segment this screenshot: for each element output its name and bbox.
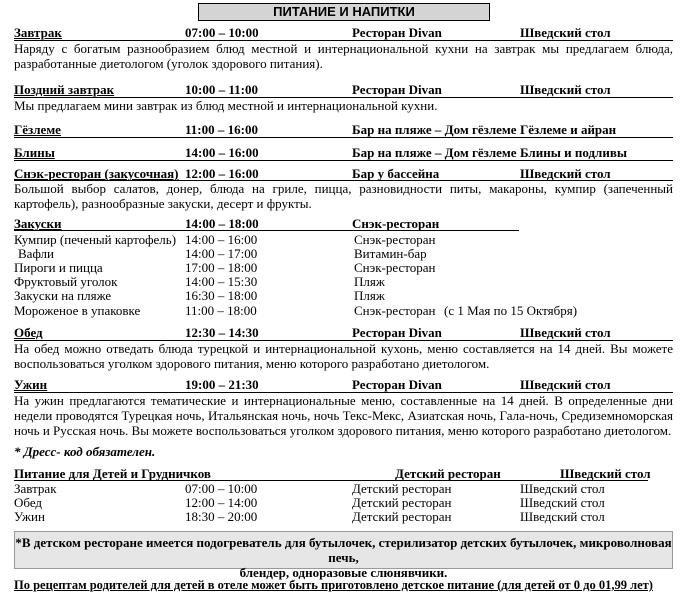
snack-item-place: Снэк-ресторан [354, 303, 436, 318]
meal-time: 07:00 – 10:00 [185, 25, 259, 40]
kids-header-place: Детский ресторан [395, 466, 501, 481]
meal-time: 12:00 – 16:00 [185, 166, 259, 181]
meal-time: 14:00 – 16:00 [185, 145, 259, 160]
snack-item-note: (с 1 Мая по 15 Октября) [444, 303, 578, 318]
snack-item-name: Мороженое в упаковке [14, 303, 141, 318]
kids-row-place: Детский ресторан [352, 481, 452, 496]
snack-item-time: 14:00 – 16:00 [185, 232, 258, 247]
meal-type: Шведский стол [520, 25, 611, 40]
lunch-name: Обед [14, 325, 43, 340]
dinner-description: На ужин предлагаются тематические и интернациональные меню, составленные на 14 дней. В определенные дни недели проводятся Турецкая ночь, Итальянская ночь, ночь Текс-Мекс, Азиатская ночь, Гала-ночь, Средиземноморская ночь и Русская ночь. Вы можете воспользоваться уголком здорового питания, меню которого разработано диетологом. [14, 393, 673, 438]
kids-row-name: Завтрак [14, 481, 57, 496]
snack-item-time: 14:00 – 17:00 [185, 246, 258, 261]
lunch-time: 12:30 – 14:30 [185, 325, 259, 340]
meal-time: 11:00 – 16:00 [185, 122, 258, 137]
meal-type: Шведский стол [520, 82, 611, 97]
snack-item-place: Снэк-ресторан [354, 232, 436, 247]
kids-row-name: Обед [14, 495, 43, 510]
meal-name: Блины [14, 145, 55, 160]
meal-place: Ресторан Divan [352, 25, 442, 40]
lunch-place: Ресторан Divan [352, 325, 442, 340]
kids-restaurant-note [14, 531, 673, 580]
snacks-time: 14:00 – 18:00 [185, 216, 259, 231]
snack-item-place: Пляж [354, 274, 385, 289]
dinner-time: 19:00 – 21:30 [185, 377, 259, 392]
kids-header: Питание для Детей и Грудничков [14, 466, 211, 481]
dinner-name: Ужин [14, 377, 48, 392]
snack-item-place: Витамин-бар [354, 246, 427, 261]
dress-code-note: * Дресс- код обязателен. [14, 444, 156, 459]
dinner-place: Ресторан Divan [352, 377, 442, 392]
meal-name: Завтрак [14, 25, 62, 40]
meal-time: 10:00 – 11:00 [185, 82, 258, 97]
meal-description: Наряду с богатым разнообразием блюд местной и интернациональной кухни на завтрак мы предлагаем блюда, разработанные диетологом (уголок здорового питания). [14, 41, 673, 71]
baby-food-note: По рецептам родителей для детей в отеле может быть приготовлено детское питание (для детей от 0 до 01,99 лет) [14, 578, 653, 592]
lunch-description: На обед можно отведать блюда турецкой и интернациональной кухонь, меню составляется на 14 дней. Вы можете воспользоваться уголком здорового питания, меню которого разработано диетологом. [14, 341, 673, 371]
kids-row-time: 07:00 – 10:00 [185, 481, 258, 496]
dinner-type: Шведский стол [520, 377, 611, 392]
snack-item-time: 11:00 – 18:00 [185, 303, 257, 318]
kids-row-type: Шведский стол [520, 495, 605, 510]
meal-place: Бар на пляже – Дом гёзлеме [352, 145, 517, 160]
snack-item-name: Фруктовый уголок [14, 274, 118, 289]
meal-type: Гёзлеме и айран [520, 122, 617, 137]
snack-item-time: 16:30 – 18:00 [185, 288, 258, 303]
meal-name: Снэк-ресторан (закусочная) [14, 166, 179, 181]
lunch-type: Шведский стол [520, 325, 611, 340]
kids-note-line: *В детском ресторане имеется подогреватель для бутылочек, стерилизатор детских бутылочек, микроволновая печь, [15, 535, 672, 565]
snacks-place: Снэк-ресторан [352, 216, 440, 231]
meal-description: Мы предлагаем мини завтрак из блюд местной и интернациональной кухни. [14, 98, 438, 113]
snack-item-name: Кумпир (печеный картофель) [14, 232, 177, 247]
snack-item-name: Вафли [18, 246, 54, 261]
kids-row-type: Шведский стол [520, 509, 605, 524]
snack-item-place: Пляж [354, 288, 385, 303]
meal-name: Поздний завтрак [14, 82, 115, 97]
meal-place: Бар у бассейна [352, 166, 440, 181]
kids-row-place: Детский ресторан [352, 495, 452, 510]
kids-note-line: блендер, одноразовые слюнявчики. [239, 565, 448, 580]
kids-row-time: 18:30 – 20:00 [185, 509, 258, 524]
meal-type: Шведский стол [520, 166, 611, 181]
kids-row-time: 12:00 – 14:00 [185, 495, 258, 510]
kids-header-type: Шведский стол [560, 466, 651, 481]
snack-item-time: 17:00 – 18:00 [185, 260, 258, 275]
meal-name: Гёзлеме [14, 122, 61, 137]
kids-row-name: Ужин [14, 509, 45, 524]
meal-type: Блины и подливы [520, 145, 627, 160]
meal-description: Большой выбор салатов, донер, блюда на гриле, пицца, разновидности питы, макароны, кумпир (запеченный картофель), разнообразные закуски, десерт и фрукты. [14, 181, 673, 211]
meal-place: Ресторан Divan [352, 82, 442, 97]
snack-item-name: Пироги и пицца [14, 260, 103, 275]
page-title: ПИТАНИЕ И НАПИТКИ [198, 3, 490, 21]
snack-item-name: Закуски на пляже [14, 288, 112, 303]
snack-item-time: 14:00 – 15:30 [185, 274, 258, 289]
meal-place: Бар на пляже – Дом гёзлеме [352, 122, 517, 137]
snack-item-place: Снэк-ресторан [354, 260, 436, 275]
kids-row-type: Шведский стол [520, 481, 605, 496]
snacks-name: Закуски [14, 216, 62, 231]
kids-row-place: Детский ресторан [352, 509, 452, 524]
